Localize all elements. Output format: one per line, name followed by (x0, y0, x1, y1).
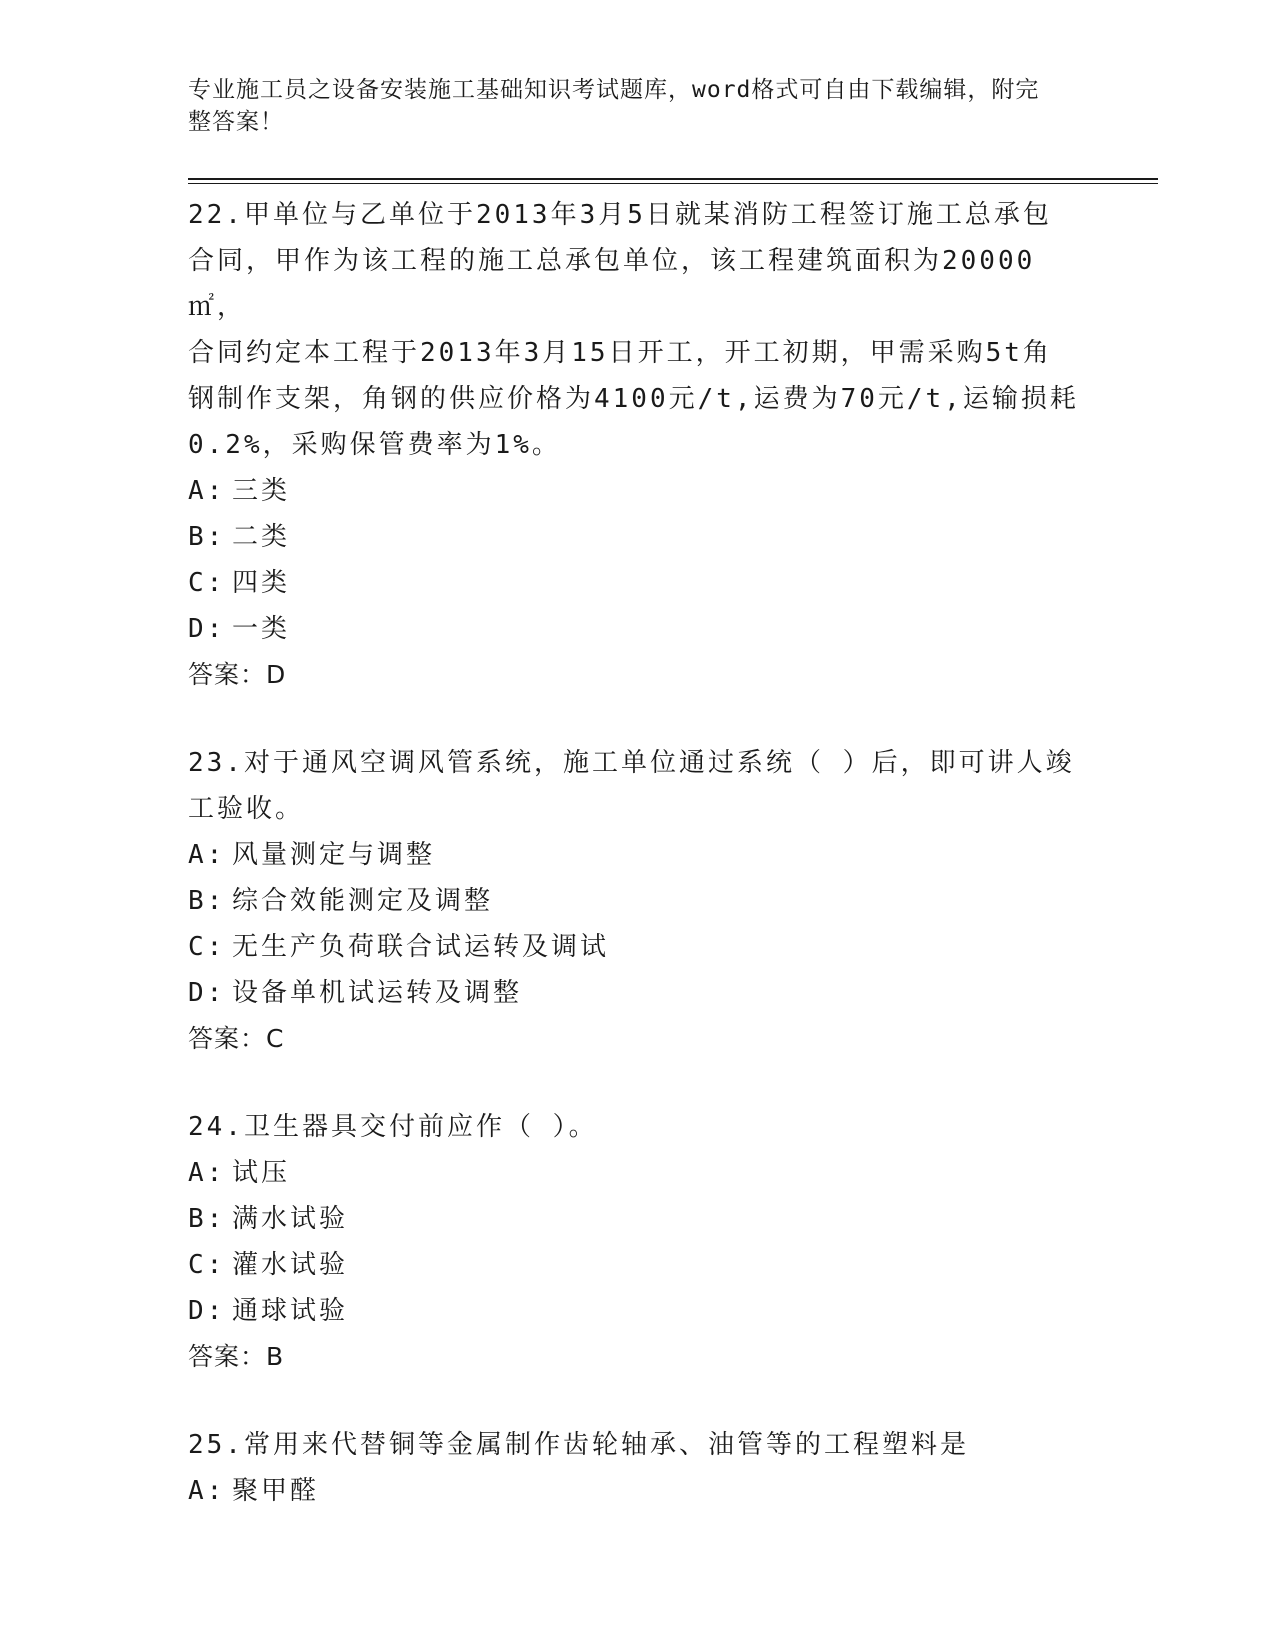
question-line: 24.卫生器具交付前应作（ ）。 (188, 1112, 598, 1142)
option-b: B: 满水试验 (188, 1204, 349, 1234)
question-text (188, 1104, 1088, 1150)
option-d: D: 设备单机试运转及调整 (188, 978, 523, 1008)
question-line: 25.常用来代替铜等金属制作齿轮轴承、油管等的工程塑料是 (188, 1430, 969, 1460)
answer: 答案：C (188, 1024, 285, 1053)
option-d: D: 通球试验 (188, 1296, 349, 1326)
question-22 (188, 192, 1088, 698)
question-line: 合同约定本工程于2013年3月15日开工，开工初期，甲需采购5t角 (188, 338, 1052, 368)
question-24 (188, 1104, 1088, 1380)
question-23 (188, 740, 1088, 1062)
question-list (188, 192, 1088, 1556)
question-line: 钢制作支架，角钢的供应价格为4100元/t,运费为70元/t,运输损耗 (188, 384, 1079, 414)
question-line: 22.甲单位与乙单位于2013年3月5日就某消防工程签订施工总承包 (188, 200, 1052, 230)
answer: 答案：D (188, 660, 287, 689)
question-text (188, 1422, 1088, 1468)
option-c: C: 四类 (188, 568, 291, 598)
answer: 答案：B (188, 1342, 285, 1371)
question-25 (188, 1422, 1088, 1514)
document-header (188, 74, 1068, 138)
question-line: 23.对于通风空调风管系统，施工单位通过系统（ ）后，即可讲人竣 (188, 748, 1075, 778)
question-line: 工验收。 (188, 794, 305, 824)
question-text (188, 740, 1088, 832)
option-d: D: 一类 (188, 614, 291, 644)
question-text (188, 192, 1088, 468)
option-a: A: 三类 (188, 476, 291, 506)
header-divider-thin (188, 183, 1158, 184)
option-b: B: 二类 (188, 522, 291, 552)
question-line: 0.2%，采购保管费率为1%。 (188, 430, 561, 460)
header-divider-thick (188, 178, 1158, 180)
option-a: A: 试压 (188, 1158, 291, 1188)
question-line: 合同，甲作为该工程的施工总承包单位，该工程建筑面积为20000㎡， (188, 246, 1036, 322)
header-line-1: 专业施工员之设备安装施工基础知识考试题库，word格式可自由下载编辑，附完 (188, 77, 1040, 103)
header-line-2: 整答案！ (188, 109, 284, 135)
option-a: A: 风量测定与调整 (188, 840, 436, 870)
option-c: C: 无生产负荷联合试运转及调试 (188, 932, 610, 962)
option-a: A: 聚甲醛 (188, 1476, 320, 1506)
option-b: B: 综合效能测定及调整 (188, 886, 494, 916)
option-c: C: 灌水试验 (188, 1250, 349, 1280)
